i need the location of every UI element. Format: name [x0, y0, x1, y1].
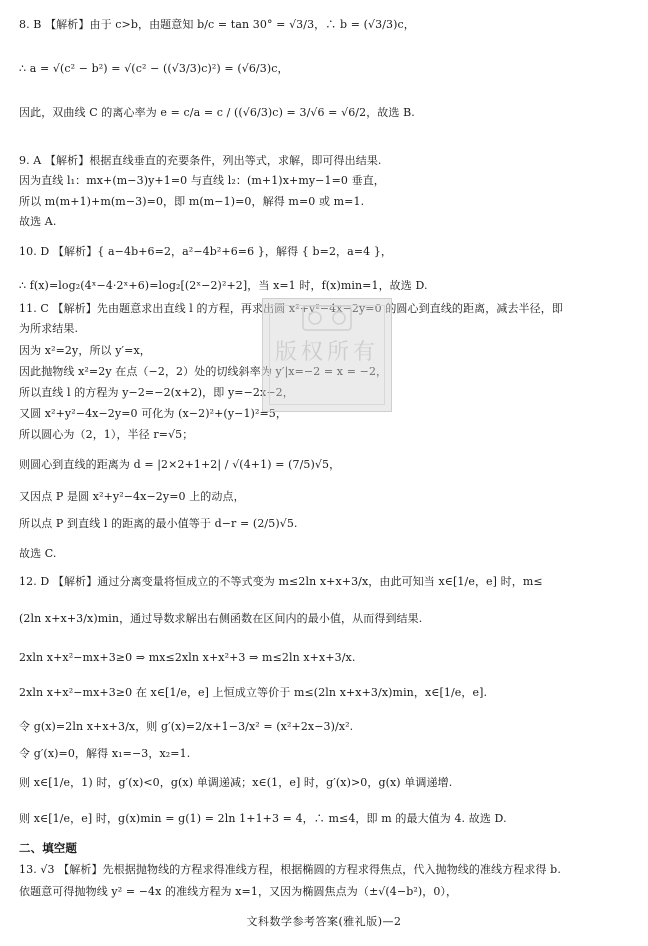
text-line: 10. D 【解析】{ a−4b+6=2，a²−4b²+6=6 }，解得 { b=2，a=4 }，	[19, 245, 393, 258]
page-footer: 文科数学参考答案(雅礼版)—2	[246, 915, 402, 928]
text-line: ∴ f(x)=log₂(4ˣ−4·2ˣ+6)=log₂[(2ˣ−2)²+2]，当 x=1 时，f(x)min=1，故选 D.	[19, 279, 428, 292]
text-line: 因为 x²=2y，所以 y′=x，	[19, 344, 151, 357]
text-line: 所以 m(m+1)+m(m−3)=0，即 m(m−1)=0，解得 m=0 或 m=1.	[19, 195, 365, 208]
text-line: 8. B 【解析】由于 c>b，由题意知 b/c = tan 30° = √3/3，∴ b = (√3/3)c，	[19, 18, 415, 31]
text-line: 因为直线 l₁：mx+(m−3)y+1=0 与直线 l₂：(m+1)x+my−1=0 垂直，	[19, 174, 385, 187]
text-line: 又因点 P 是圆 x²+y²−4x−2y=0 上的动点，	[19, 490, 245, 503]
text-line: 9. A 【解析】根据直线垂直的充要条件，列出等式，求解，即可得出结果.	[19, 154, 382, 167]
watermark-text: 版权所有	[274, 340, 379, 365]
text-line: 又圆 x²+y²−4x−2y=0 可化为 (x−2)²+(y−1)²=5，	[19, 407, 287, 420]
text-line: 则圆心到直线的距离为 d = |2×2+1+2| / √(4+1) = (7/5)√5，	[19, 458, 341, 471]
text-line: 因此抛物线 x²=2y 在点（−2，2）处的切线斜率为 y′|x=−2 = x = −2，	[19, 365, 388, 378]
text-line: 12. D 【解析】通过分离变量将恒成立的不等式变为 m≤2ln x+x+3/x，由此可知当 x∈[1/e，e] 时，m≤	[19, 575, 543, 588]
text-line: 令 g′(x)=0，解得 x₁=−3，x₂=1.	[19, 747, 191, 760]
text-line: 11. C 【解析】先由题意求出直线 l 的方程，再求出圆 x²+y²−4x−2y=0 的圆心到直线的距离，减去半径，即	[19, 302, 563, 315]
text-line: 13. √3 【解析】先根据抛物线的方程求得准线方程，根据椭圆的方程求得焦点，代入抛物线的准线方程求得 b.	[19, 863, 561, 876]
text-line: 依题意可得抛物线 y² = −4x 的准线方程为 x=1，又因为椭圆焦点为（±√(4−b²)，0），	[19, 885, 458, 898]
text-line: 因此，双曲线 C 的离心率为 e = c/a = c / ((√6/3)c) = 3/√6 = √6/2，故选 B.	[19, 106, 415, 119]
text-line: 2xln x+x²−mx+3≥0 在 x∈[1/e，e] 上恒成立等价于 m≤(2ln x+x+3/x)min，x∈[1/e，e].	[19, 686, 488, 699]
text-line: 为所求结果.	[19, 322, 79, 335]
text-line: (2ln x+x+3/x)min，通过导数求解出右侧函数在区间内的最小值，从而得到结果.	[19, 612, 423, 625]
text-line: 所以直线 l 的方程为 y−2=−2(x+2)，即 y=−2x−2，	[19, 386, 294, 399]
watermark-stamp	[262, 298, 392, 412]
text-line: 则 x∈[1/e，e] 时，g(x)min = g(1) = 2ln 1+1+3 = 4，∴ m≤4，即 m 的最大值为 4. 故选 D.	[19, 812, 507, 825]
text-line: 所以点 P 到直线 l 的距离的最小值等于 d−r = (2/5)√5.	[19, 517, 298, 530]
text-line: 故选 A.	[19, 215, 57, 228]
text-line: 令 g(x)=2ln x+x+3/x，则 g′(x)=2/x+1−3/x² = (x²+2x−3)/x².	[19, 720, 354, 733]
text-line: 所以圆心为（2，1），半径 r=√5；	[19, 428, 194, 441]
text-line: ∴ a = √(c² − b²) = √(c² − ((√3/3)c)²) = (√6/3)c，	[19, 62, 289, 75]
section-heading: 二、填空题	[19, 841, 77, 855]
text-line: 则 x∈[1/e，1) 时，g′(x)<0，g(x) 单调递减；x∈(1，e] 时，g′(x)>0，g(x) 单调递增.	[19, 776, 453, 789]
seal-icon	[263, 303, 391, 333]
text-line: 故选 C.	[19, 547, 57, 560]
text-line: 2xln x+x²−mx+3≥0 ⇒ mx≤2xln x+x²+3 ⇒ m≤2ln x+x+3/x.	[19, 651, 356, 664]
